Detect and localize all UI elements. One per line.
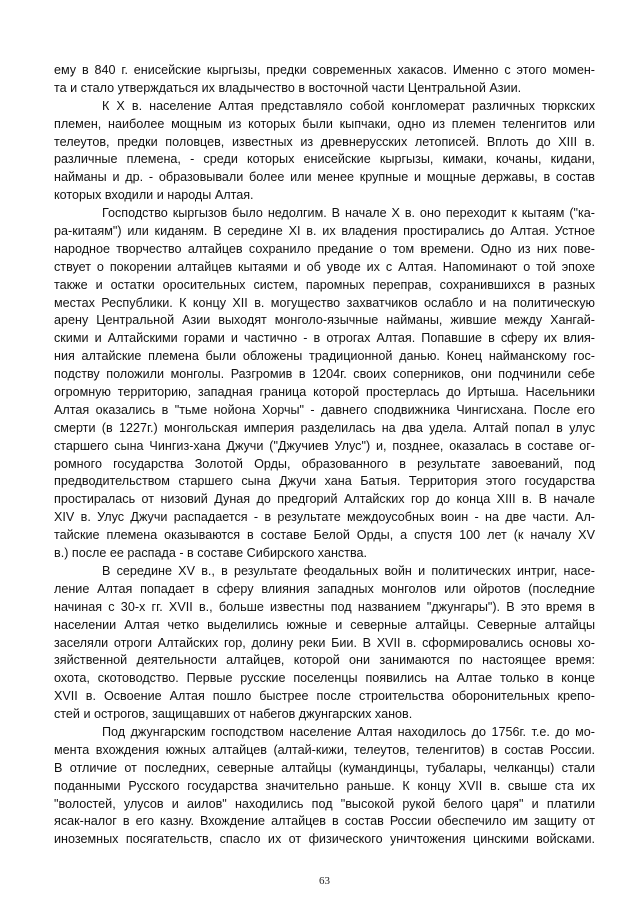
paragraph <box>54 62 595 98</box>
paragraph <box>54 205 595 563</box>
text-line: та и стало утверждаться их владычество в восточной части Центральной Азии. <box>54 80 522 95</box>
text-line: скими и Алтайскими горами и частично - в отрогах Алтая. Попавшие в сферу их влия- <box>54 331 595 346</box>
text-line: ния алтайские племена были обложены традиционной данью. Конец найманскому гос- <box>54 349 595 364</box>
page-number: 63 <box>319 875 330 887</box>
text-line: различные племена, - среди которых енисейские кыргызы, кимаки, кочаны, кидани, <box>54 152 595 167</box>
document-page <box>54 0 595 905</box>
text-line: племен, наиболее мощным из которых были кыпчаки, одно из племен теленгитов или <box>54 116 595 131</box>
text-line: иноземных посягательств, спасло их от физического уничтожения цинскими войсками. <box>54 832 595 847</box>
text-line: стей и острогов, защищавших от набегов джунгарских ханов. <box>54 707 413 722</box>
text-line: смерти (в 1227г.) монгольская империя разделилась на два удела. Алтай попал в улус <box>54 420 595 435</box>
text-line: арену Центральной Азии выходят монголо-язычные найманы, жившие между Хангай- <box>54 313 595 328</box>
text-line: которых входили и народы Алтая. <box>54 188 254 203</box>
text-line: ление Алтая попадает в сферу влияния западных монголов или ойротов (последние <box>54 581 595 596</box>
text-line: К X в. население Алтая представляло собой конгломерат различных тюркских <box>102 98 595 113</box>
text-line: охота, скотоводство. Первые русские поселенцы появились на Алтае только в конце <box>54 671 595 686</box>
text-line: начиная с 30-х гг. XVII в., больше известны под названием "джунгары"). В это время в <box>54 599 595 614</box>
text-line: ему в 840 г. енисейские кыргызы, предки современных хакасов. Именно с этого момен- <box>54 63 595 77</box>
text-line: в.) после ее распада - в составе Сибирского ханства. <box>54 546 368 561</box>
paragraph <box>54 98 595 205</box>
text-line: народное творчество алтайцев сохранило предание о том времени. Одно из них пове- <box>54 241 595 256</box>
text-line: Господство кыргызов было недолгим. В начале X в. оно переходит к кытаям ("ка- <box>102 206 595 221</box>
text-line: населении Алтая четко выделились южные и северные алтайцы. Северные алтайцы <box>54 617 595 632</box>
text-line: ромного государства Золотой Орды, образованного в результате завоеваний, под <box>54 456 595 471</box>
text-line: Алтая оказались в "тьме нойона Хорчы" - давнего сподвижника Чингисхана. После его <box>54 402 595 417</box>
text-line: предводительством старшего сына Джучи хана Батыя. Территория этого государства <box>54 474 595 489</box>
text-line: "волостей, улусов и аилов" находились под "высокой рукой белого царя" и платили <box>54 796 595 811</box>
text-line: XIV в. Улус Джучи распадается - в результате междоусобных воин - на две части. Ал- <box>54 510 595 525</box>
text-line: заселяли отроги Алтайских гор, долину реки Бии. В XVII в. сформировались основы хо- <box>54 635 595 650</box>
text-line: ясак-налог в его казну. Вхождение алтайцев в состав России обеспечило им защиту от <box>54 814 595 829</box>
paragraph <box>54 563 595 724</box>
text-line: также и остатки оросительных систем, паромных переправ, сохранившихся в разных <box>54 277 595 292</box>
text-line: местах Республики. К концу XII в. могущество захватчиков ослабло и на политическую <box>54 295 595 310</box>
text-line: тайские племена оказываются в составе Белой Орды, а спустя 100 лет (к началу XV <box>54 528 595 543</box>
text-line: зяйственной деятельности алтайцев, которой они занимаются по настоящее время: <box>54 653 595 668</box>
text-line: В середине XV в., в результате феодальных войн и политических интриг, насе- <box>102 563 595 578</box>
text-line: телеутов, предки половцев, известных из древнерусских летописей. Вплоть до XIII в. <box>54 134 595 149</box>
text-line: поданными Русского государства значительно раньше. К концу XVII в. свыше ста их <box>54 778 595 793</box>
text-line: найманы и др. - образовывали более или менее крупные и мощные державы, в состав <box>54 170 595 185</box>
text-line: мента вхождения южных алтайцев (алтай-кижи, телеутов, теленгитов) в состав России. <box>54 742 595 757</box>
text-line: Под джунгарским господством население Алтая находилось до 1756г. т.е. до мо- <box>102 724 595 739</box>
text-line: В отличие от последних, северные алтайцы (кумандинцы, тубалары, челканцы) стали <box>54 760 595 775</box>
body-text <box>54 62 595 849</box>
text-line: ра-китаям") или киданям. В середине XI в. их владения простирались до Алтая. Устное <box>54 224 595 239</box>
text-line: XVII в. Освоение Алтая пошло быстрее после строительства оборонительных крепо- <box>54 689 595 704</box>
text-line: ствует о покорении алтайцев кытаями и об уводе их с Алтая. Напоминают о той эпохе <box>54 259 595 274</box>
text-line: старшего сына Чингиз-хана Джучи ("Джучиев Улус") и, позднее, оказалась в составе ог- <box>54 438 595 453</box>
text-line: простиралась от низовий Дуная до предгорий Алтайских гор до конца XIII в. В начале <box>54 492 595 507</box>
text-line: подству положили монголы. Разгромив в 1204г. своих соперников, они подчинили себе <box>54 367 595 382</box>
paragraph <box>54 724 595 849</box>
text-line: огромную территорию, западная граница которой простерлась до Иртыша. Насельники <box>54 385 595 400</box>
